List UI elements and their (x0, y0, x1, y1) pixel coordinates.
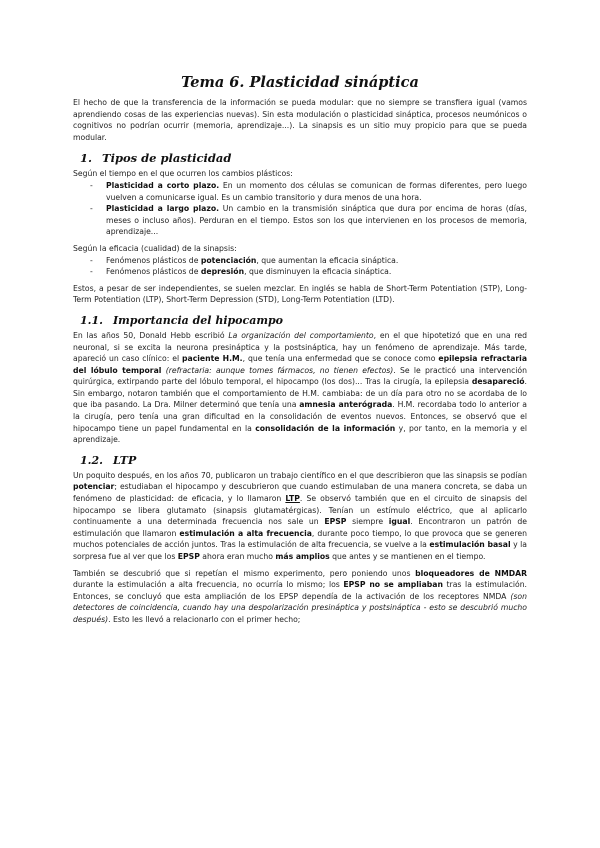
term: depresión (200, 267, 245, 277)
section-1-heading (80, 151, 527, 165)
efficacy-lead: Según la eficacia (cualidad) de la sinapsis: (73, 243, 237, 253)
list-item: - Fenómenos plásticos de potenciación, que aumentan la eficacia sináptica. (90, 255, 399, 265)
list-item: - Fenómenos plásticos de depresión, que disminuyen la eficacia sináptica. (90, 267, 392, 277)
time-lead: Según el tiempo en el que ocurren los cambios plásticos: (73, 169, 293, 179)
efficacy-list (73, 255, 527, 278)
section-1-closing: Estos, a pesar de ser independientes, se suelen mezclar. En inglés se habla de Short-Term Potentiation (STP), Long-Term Potentiation (LTP), Short-Term Depression (STD), Long-Term Potentiation (LTD). (73, 283, 527, 305)
term: Plasticidad a corto plazo. (106, 180, 220, 190)
ltp-paragraph-1: Un poquito después, en los años 70, publicaron un trabajo científico en el que describieron que las sinapsis se podían potenciar; estudiaban el hipocampo y descubrieron que cuando estimulaban de una manera concreta, se daba un fenómeno de plasticidad: de eficacia, y lo llamaron LTP. Se observó también que en el circuito de sinapsis del hipocampo se libera glutamato (sinapsis glutamatérgicas). Tenían un estímulo eléctrico, que al aplicarlo continuamente a una determinada frecuencia nos sale un EPSP siempre igual. Encontraron un patrón de estimulación que llamaron estimulación a alta frecuencia, durante poco tiempo, lo que provoca que se generen muchos potenciales de acción juntos. Tras la estimulación de alta frecuencia, se vuelve a la estimulación basal y la sorpresa fue al ver que los EPSP ahora eran mucho más amplios que antes y se mantienen en el tiempo. (73, 470, 527, 561)
document-page (73, 74, 527, 626)
time-list (73, 180, 527, 238)
section-number: 1.2. (80, 453, 103, 467)
section-1-2-heading (80, 454, 527, 467)
section-number: 1. (80, 151, 93, 166)
document-title: Tema 6. Plasticidad sináptica (181, 74, 419, 91)
section-1-1-heading (80, 314, 527, 327)
term: potenciación (200, 255, 257, 265)
term: Plasticidad a largo plazo. (106, 204, 220, 214)
section-title: LTP (112, 453, 137, 467)
list-item: - Plasticidad a largo plazo. Un cambio en la transmisión sináptica que dura por encima de horas (días, meses o incluso años). Perduran en el tiempo. Estos son los que intervienen en los procesos de memoria, aprendizaje... (90, 204, 527, 237)
section-title: Importancia del hipocampo (112, 313, 284, 327)
ltp-paragraph-2: También se descubrió que si repetían el mismo experimento, pero poniendo unos bloqueadores de NMDAR durante la estimulación a alta frecuencia, no ocurría lo mismo; los EPSP no se ampliaban tras la estimulación. Entonces, se concluyó que esta ampliación de los EPSP dependía de la activación de los receptores NMDA (son detectores de coincidencia, cuando hay una despolarización presináptica y postsináptica - esto se descubrió mucho después). Esto les llevó a relacionarlo con el primer hecho; (73, 568, 528, 624)
section-number: 1.1. (80, 313, 103, 327)
intro-paragraph: El hecho de que la transferencia de la información se pueda modular: que no siempre se transfiera igual (vamos aprendiendo cosas de las experiencias nuevas). Sin esta modulación o plasticidad sináptica, procesos neumónicos o cognitivos no podrían ocurrir (memoria, aprendizaje...). La sinapsis es un sitio muy propicio para que se pueda modular. (73, 98, 527, 142)
hippocampus-paragraph: En las años 50, Donald Hebb escribió La organización del comportamiento, en el que hipotetizó que en una red neuronal, si se excita la neurona presináptica y la postsináptica, hay un fenómeno de aprendizaje. Más tarde, apareció un caso clínico: el paciente H.M., que tenía una enfermedad que se conoce como epilepsia refractaria del lóbulo temporal (refractaria: aunque tomes fármacos, no tienen efectos). Se le practicó una intervención quirúrgica, extirpando parte del lóbulo temporal, el hipocampo (los dos)... Tras la cirugía, la epilepsia desapareció. Sin embargo, notaron también que el comportamiento de H.M. cambiaba: de un día para otro no se acordaba de lo que iba pasando. La Dra. Milner determinó que tenía una amnesia anterógrada. H.M. recordaba todo lo anterior a la cirugía, pero tenía una gran dificultad en la consolidación de eventos nuevos. Entonces, se observó que el hipocampo tiene un papel fundamental en la consolidación de la información y, por tanto, en la memoria y el aprendizaje. (73, 330, 528, 445)
list-item: - Plasticidad a corto plazo. En un momento dos células se comunican de formas diferentes, pero luego vuelven a comunicarse igual. Es un cambio transitorio y dura menos de una hora. (90, 180, 527, 202)
section-title: Tipos de plasticidad (102, 151, 232, 166)
